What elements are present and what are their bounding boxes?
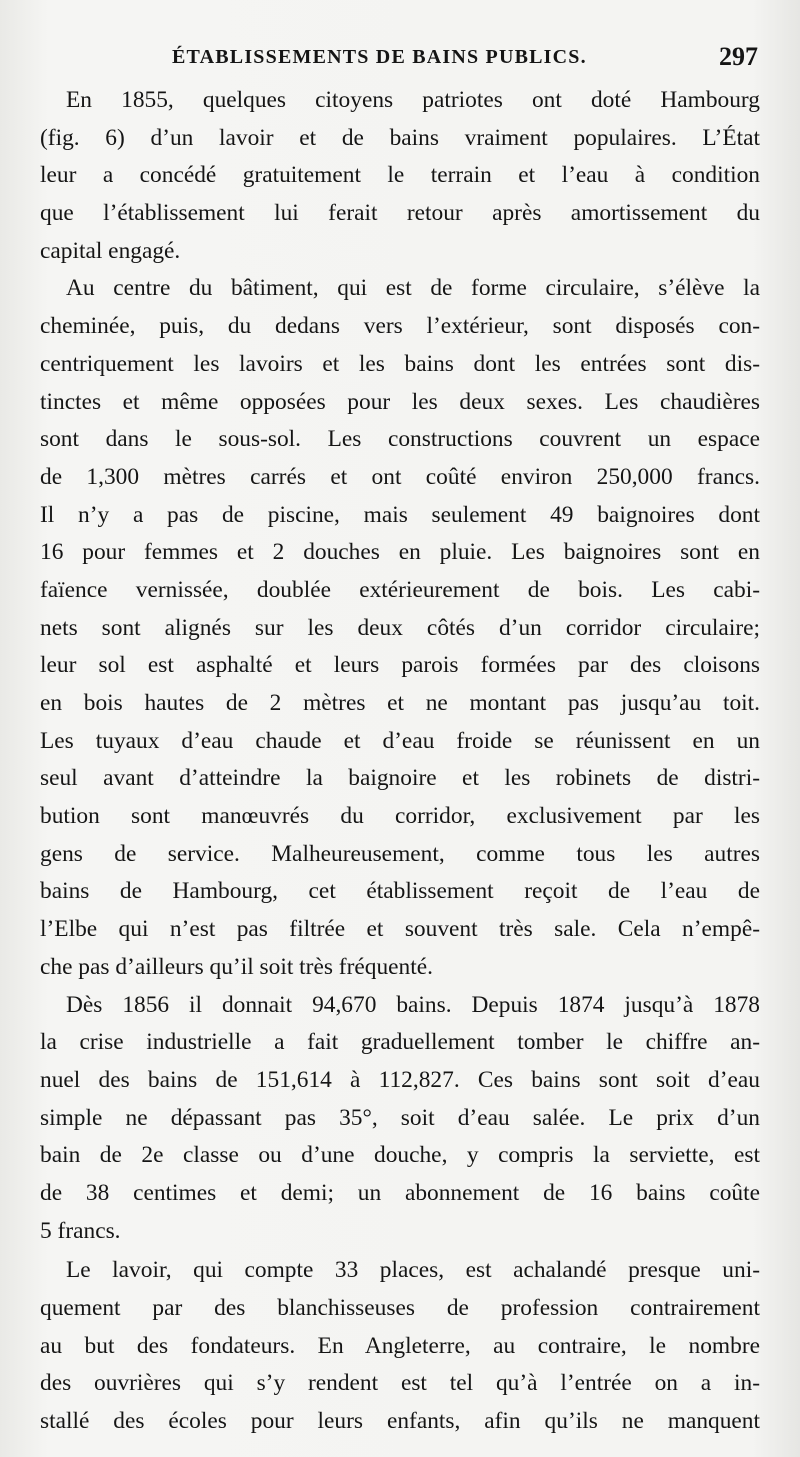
text-line: Dès 1856 il donnait 94,670 bains. Depuis 1874 jusqu’à 1878 <box>66 991 760 1018</box>
text-line: nuel des bains de 151,614 à 112,827. Ces bains sont soit d’eau <box>40 1066 760 1093</box>
text-line: simple ne dépassant pas 35°, soit d’eau salée. Le prix d’un <box>40 1104 760 1131</box>
text-line: bains de Hambourg, cet établissement reçoit de l’eau de <box>40 878 760 905</box>
text-line: que l’établissement lui ferait retour après amortissement du <box>40 200 760 227</box>
text-line: bution sont manœuvrés du corridor, exclusivement par les <box>40 803 760 830</box>
text-line: gens de service. Malheureusement, comme tous les autres <box>40 840 760 867</box>
text-line: de 1,300 mètres carrés et ont coûté environ 250,000 francs. <box>40 463 760 490</box>
paragraph-2 <box>40 270 760 986</box>
text-line: de 38 centimes et demi; un abonnement de 16 bains coûte <box>40 1179 760 1206</box>
text-line: (fig. 6) d’un lavoir et de bains vraiment populaires. L’État <box>40 124 760 151</box>
text-line: nets sont alignés sur les deux côtés d’un corridor circulaire; <box>40 614 760 641</box>
text-line: sont dans le sous-sol. Les constructions couvrent un espace <box>40 426 760 453</box>
text-line: la crise industrielle a fait graduellement tomber le chiffre an- <box>40 1029 760 1056</box>
text-line: des ouvrières qui s’y rendent est tel qu’à l’entrée on a in- <box>40 1370 760 1397</box>
text-line: quement par des blanchisseuses de profession contrairement <box>40 1295 760 1321</box>
text-line: leur sol est asphalté et leurs parois formées par des cloisons <box>40 652 760 679</box>
text-line: leur a concédé gratuitement le terrain et l’eau à condition <box>40 162 760 189</box>
text-line: bain de 2e classe ou d’une douche, y compris la serviette, est <box>40 1142 760 1169</box>
text-line: Au centre du bâtiment, qui est de forme circulaire, s’élève la <box>66 275 760 302</box>
text-line: Les tuyaux d’eau chaude et d’eau froide se réunissent en un <box>40 727 760 754</box>
text-line: au but des fondateurs. En Angleterre, au contraire, le nombre <box>40 1332 760 1359</box>
page-number: 297 <box>719 42 758 71</box>
text-line: centriquement les lavoirs et les bains dont les entrées sont dis- <box>40 350 760 377</box>
paragraph-4 <box>40 1252 760 1440</box>
body-text <box>40 82 760 1441</box>
running-head <box>40 42 758 76</box>
paragraph-3 <box>40 987 760 1251</box>
paragraph-1 <box>40 82 760 270</box>
text-line: seul avant d’atteindre la baignoire et les robinets de distri- <box>40 765 760 792</box>
text-line: l’Elbe qui n’est pas filtrée et souvent très sale. Cela n’empê- <box>40 916 760 943</box>
text-line: 5 francs. <box>40 1217 121 1244</box>
text-line: stallé des écoles pour leurs enfants, afin qu’ils ne manquent <box>40 1408 760 1435</box>
text-line: Il n’y a pas de piscine, mais seulement 49 baignoires dont <box>40 501 760 528</box>
text-line: tinctes et même opposées pour les deux sexes. Les chaudières <box>40 388 760 415</box>
text-line: faïence vernissée, doublée extérieurement de bois. Les cabi- <box>40 576 760 603</box>
text-line: En 1855, quelques citoyens patriotes ont doté Hambourg <box>66 87 760 113</box>
text-line: en bois hautes de 2 mètres et ne montant pas jusqu’au toit. <box>40 690 760 716</box>
text-line: capital engagé. <box>40 237 181 264</box>
text-line: cheminée, puis, du dedans vers l’extérieur, sont disposés con- <box>40 313 760 340</box>
text-line: Le lavoir, qui compte 33 places, est achalandé presque uni- <box>66 1257 760 1284</box>
text-line: che pas d’ailleurs qu’il soit très fréquenté. <box>40 953 433 980</box>
text-line: 16 pour femmes et 2 douches en pluie. Les baignoires sont en <box>40 539 760 566</box>
running-title: ÉTABLISSEMENTS DE BAINS PUBLICS. <box>172 46 587 68</box>
